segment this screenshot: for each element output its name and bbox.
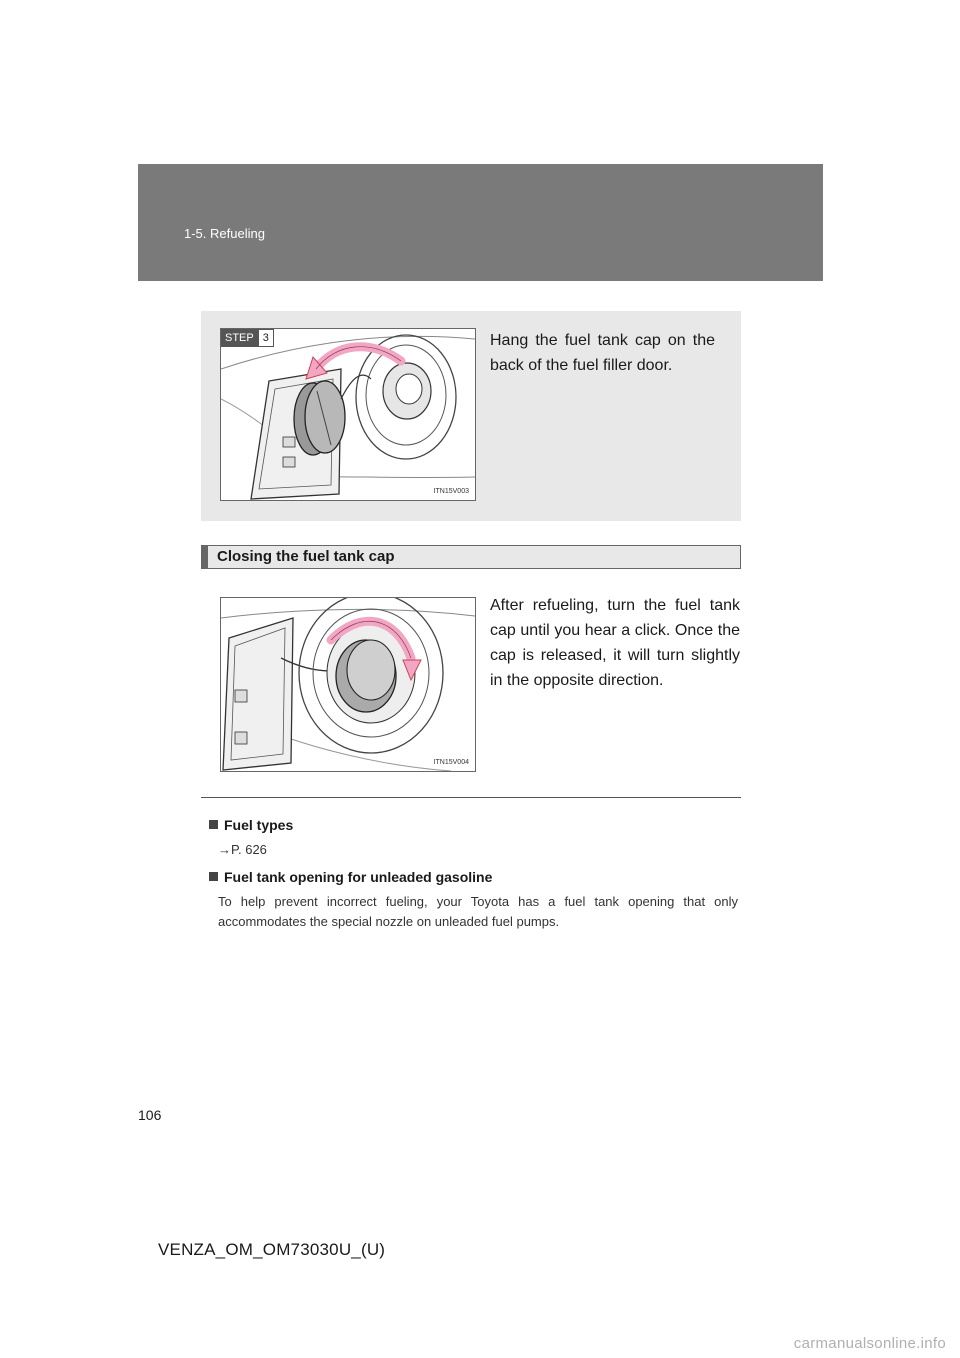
note-title-text: Fuel tank opening for unleaded gasoline [224, 869, 493, 885]
divider [201, 797, 741, 798]
note-title-unleaded [201, 869, 492, 885]
step-3-panel [201, 311, 741, 521]
note-body-unleaded: To help prevent incorrect fueling, your Toyota has a fuel tank opening that only accommodates the special nozzle on unleaded fuel pumps. [218, 894, 738, 929]
note-body-fuel-types: →P. 626 [218, 842, 267, 857]
image-code: ITN15V003 [433, 488, 469, 495]
step-badge [221, 329, 274, 347]
step-badge-number: 3 [258, 329, 274, 347]
square-bullet-icon [209, 872, 218, 881]
document-code: VENZA_OM_OM73030U_(U) [158, 1240, 386, 1259]
step-3-text: Hang the fuel tank cap on the back of the fuel filler door. [490, 332, 715, 374]
section-label: 1-5. Refueling [184, 226, 265, 241]
note-title-text: Fuel types [224, 817, 294, 833]
image-code: ITN15V004 [433, 759, 469, 766]
page-number: 106 [138, 1107, 162, 1123]
step-3-illustration [220, 328, 476, 501]
closing-text: After refueling, turn the fuel tank cap until you hear a click. Once the cap is released, it will turn slightly in the opposite direction. [490, 597, 740, 689]
watermark: carmanualsonline.info [793, 1335, 946, 1352]
step-badge-word: STEP [221, 329, 258, 347]
square-bullet-icon [209, 820, 218, 829]
fuel-cap-closing-drawing [221, 598, 475, 771]
closing-heading: Closing the fuel tank cap [201, 545, 741, 569]
fuel-cap-hanging-drawing [221, 329, 475, 500]
header-band [138, 164, 823, 281]
note-title-fuel-types [201, 817, 293, 833]
closing-illustration [220, 597, 476, 772]
